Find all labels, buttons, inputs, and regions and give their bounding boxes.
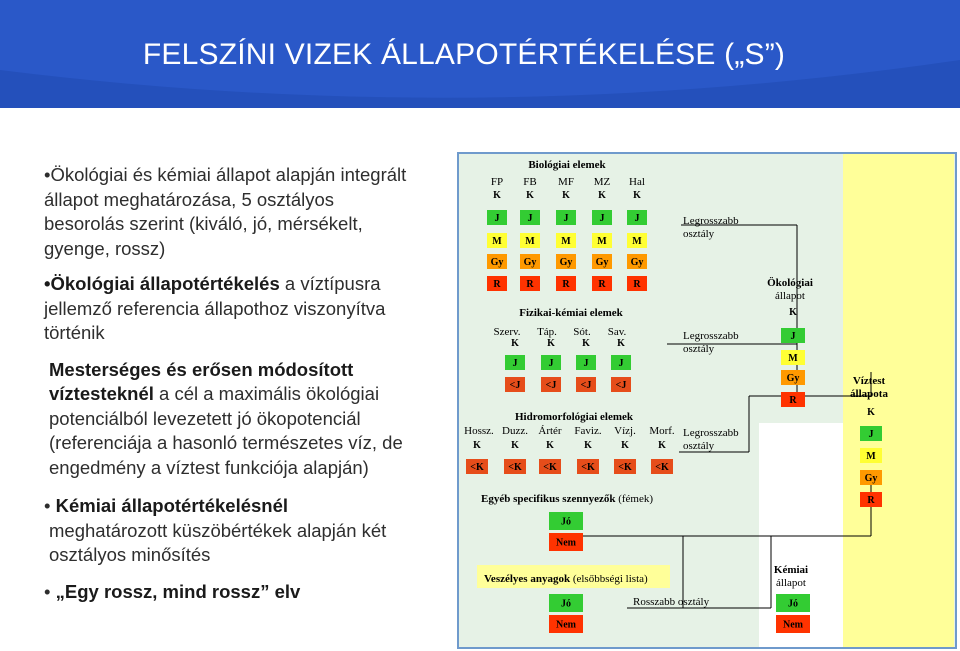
- phys-cell-3-0: K: [617, 338, 625, 349]
- phys-cell-3-1-label: J: [618, 358, 624, 369]
- kemiai-nem-label: Nem: [783, 619, 803, 631]
- viztest-cell-2-label: M: [866, 451, 876, 462]
- bio-cell-2-2-label: M: [561, 236, 571, 247]
- hydro-col-3: Faviz.: [574, 425, 602, 437]
- left-text-panel: [44, 163, 448, 604]
- veszelyes-nem-label: Nem: [556, 619, 576, 631]
- phys-cell-2-2-label: <J: [580, 380, 592, 391]
- bio-cell-4-0: K: [633, 190, 641, 201]
- veszelyes-jo-label: Jó: [561, 598, 571, 610]
- bio-cell-4-3-label: Gy: [630, 257, 644, 268]
- phys-cell-1-2-label: <J: [545, 380, 557, 391]
- phys-cell-2-1-label: J: [583, 358, 589, 369]
- viztest-cell-1-label: J: [868, 429, 874, 440]
- egyeb-nem-label: Nem: [556, 537, 576, 549]
- ecol-cell-3-label: Gy: [786, 373, 800, 384]
- bio-cell-1-1-label: J: [527, 213, 533, 224]
- bio-cell-0-4-label: R: [493, 279, 501, 290]
- hydro-cell-0-0: K: [473, 440, 481, 451]
- bullet-integralt: •Ökológiai és kémiai állapot alapján integrált állapot meghatározása, 5 osztályos besorolás szerint (kiváló, jó, mérsékelt, gyenge, rossz): [44, 164, 407, 259]
- bio-title: Biológiai elemek: [528, 159, 606, 171]
- kemiai-region: [759, 423, 843, 647]
- viztest-column: [843, 154, 954, 647]
- ecol-title2: állapot: [775, 290, 805, 302]
- bio-cell-3-1-label: J: [599, 213, 605, 224]
- ecol-cell-2-label: M: [788, 353, 798, 364]
- legrosszabb-2-l2: osztály: [683, 440, 715, 452]
- phys-cell-3-2-label: <J: [615, 380, 627, 391]
- rosszabb-osztaly: Rosszabb osztály: [633, 596, 710, 608]
- viztest-title2: állapota: [850, 388, 888, 400]
- hydro-col-4: Vízj.: [614, 425, 636, 437]
- bio-cell-3-3-label: Gy: [595, 257, 609, 268]
- hydro-cell-5-1-label: <K: [655, 462, 669, 473]
- viztest-title1: Víztest: [852, 375, 886, 387]
- bio-cell-0-1-label: J: [494, 213, 500, 224]
- phys-cell-0-1-label: J: [512, 358, 518, 369]
- title-banner: [0, 0, 960, 108]
- hydro-cell-5-0: K: [658, 440, 666, 451]
- bio-col-4: Hal: [629, 176, 645, 188]
- hydro-cell-3-0: K: [584, 440, 592, 451]
- bio-cell-0-3-label: Gy: [490, 257, 504, 268]
- bio-cell-3-2-label: M: [597, 236, 607, 247]
- kemiai-jo-label: Jó: [788, 598, 798, 610]
- hydro-col-1: Duzz.: [502, 425, 528, 437]
- phys-col-3: Sav.: [607, 326, 627, 338]
- phys-col-1: Táp.: [537, 326, 557, 338]
- legrosszabb-0-l2: osztály: [683, 228, 715, 240]
- hydro-cell-2-1-label: <K: [543, 462, 557, 473]
- bio-cell-1-2-label: M: [525, 236, 535, 247]
- bio-cell-2-4-label: R: [562, 279, 570, 290]
- ecol-cell-4-label: R: [789, 395, 797, 406]
- bio-col-2: MF: [558, 176, 574, 188]
- hydro-cell-2-0: K: [546, 440, 554, 451]
- kemiai-title1: Kémiai: [773, 564, 809, 576]
- hydro-title: Hidromorfológiai elemek: [514, 411, 634, 423]
- phys-cell-1-1-label: J: [548, 358, 554, 369]
- legrosszabb-1-l2: osztály: [683, 343, 715, 355]
- phys-col-2: Sót.: [573, 326, 591, 338]
- hydro-cell-4-1-label: <K: [618, 462, 632, 473]
- phys-title: Fizikai-kémiai elemek: [519, 307, 623, 319]
- page-title: FELSZÍNI VIZEK ÁLLAPOTÉRTÉKELÉSE („S”): [142, 38, 786, 71]
- egyeb-jo-label: Jó: [561, 516, 571, 528]
- allapotertekeles-diagram: [457, 152, 957, 649]
- bio-col-0: FP: [490, 176, 504, 188]
- veszelyes-title: [484, 573, 648, 585]
- bio-cell-0-0: K: [493, 190, 501, 201]
- legrosszabb-2-l1: Legrosszabb: [683, 427, 739, 439]
- phys-cell-0-2-label: <J: [509, 380, 521, 391]
- egyeb-title-bold: Egyéb specifikus szennyezők: [481, 493, 616, 505]
- hydro-cell-4-0: K: [621, 440, 629, 451]
- hydro-col-5: Morf.: [649, 425, 675, 437]
- egyeb-title: [481, 493, 653, 505]
- hydro-cell-1-1-label: <K: [508, 462, 522, 473]
- hydro-cell-0-1-label: <K: [470, 462, 484, 473]
- bullet-egy-rossz: • „Egy rossz, mind rossz” elv: [44, 580, 301, 602]
- bio-cell-1-3-label: Gy: [523, 257, 537, 268]
- hydro-col-0: Hossz.: [464, 425, 494, 437]
- bio-cell-4-1-label: J: [634, 213, 640, 224]
- bullet-kemiai: • Kémiai állapotértékelésnél meghatározott küszöbértékek alapján két osztályos minősítés: [44, 495, 387, 565]
- veszelyes-title-rest: (elsőbbségi lista): [570, 573, 648, 585]
- ecol-cell-0: K: [789, 307, 797, 318]
- hydro-cell-3-1-label: <K: [581, 462, 595, 473]
- bio-cell-0-2-label: M: [492, 236, 502, 247]
- bio-col-1: FB: [523, 176, 537, 188]
- legrosszabb-0-l1: Legrosszabb: [683, 215, 739, 227]
- bio-cell-1-0: K: [526, 190, 534, 201]
- veszelyes-title-bold: Veszélyes anyagok: [484, 573, 571, 585]
- bio-cell-2-3-label: Gy: [559, 257, 573, 268]
- ecol-title1: Ökológiai: [767, 277, 813, 289]
- ecol-cell-1-label: J: [790, 331, 796, 342]
- viztest-cell-4-label: R: [867, 495, 875, 506]
- bullet-mesterseges: Mesterséges és erősen módosított víztesteknél a cél a maximális ökológiai potenciálból levezetett jó ökopotenciál (referenciája a hasonló természetes víz, de engedmény a víztest funkciója alapján): [49, 358, 403, 478]
- hydro-col-2: Ártér: [538, 425, 562, 437]
- egyeb-title-rest: (fémek): [615, 493, 654, 505]
- bio-col-3: MZ: [593, 176, 611, 188]
- hydro-cell-1-0: K: [511, 440, 519, 451]
- kemiai-title2: állapot: [776, 577, 806, 589]
- phys-cell-2-0: K: [582, 338, 590, 349]
- viztest-cell-0: K: [867, 407, 875, 418]
- phys-col-0: Szerv.: [493, 326, 521, 338]
- bio-cell-2-1-label: J: [563, 213, 569, 224]
- phys-cell-0-0: K: [511, 338, 519, 349]
- bio-cell-3-4-label: R: [598, 279, 606, 290]
- bio-cell-1-4-label: R: [526, 279, 534, 290]
- legrosszabb-1-l1: Legrosszabb: [683, 330, 739, 342]
- bio-cell-4-4-label: R: [633, 279, 641, 290]
- phys-cell-1-0: K: [547, 338, 555, 349]
- viztest-cell-3-label: Gy: [864, 473, 878, 484]
- bio-cell-3-0: K: [598, 190, 606, 201]
- bio-cell-2-0: K: [562, 190, 570, 201]
- bio-cell-4-2-label: M: [632, 236, 642, 247]
- bullet-okologiai: •Ökológiai állapotértékelés a víztípusra jellemző referencia állapothoz viszonyítva történik: [44, 273, 386, 343]
